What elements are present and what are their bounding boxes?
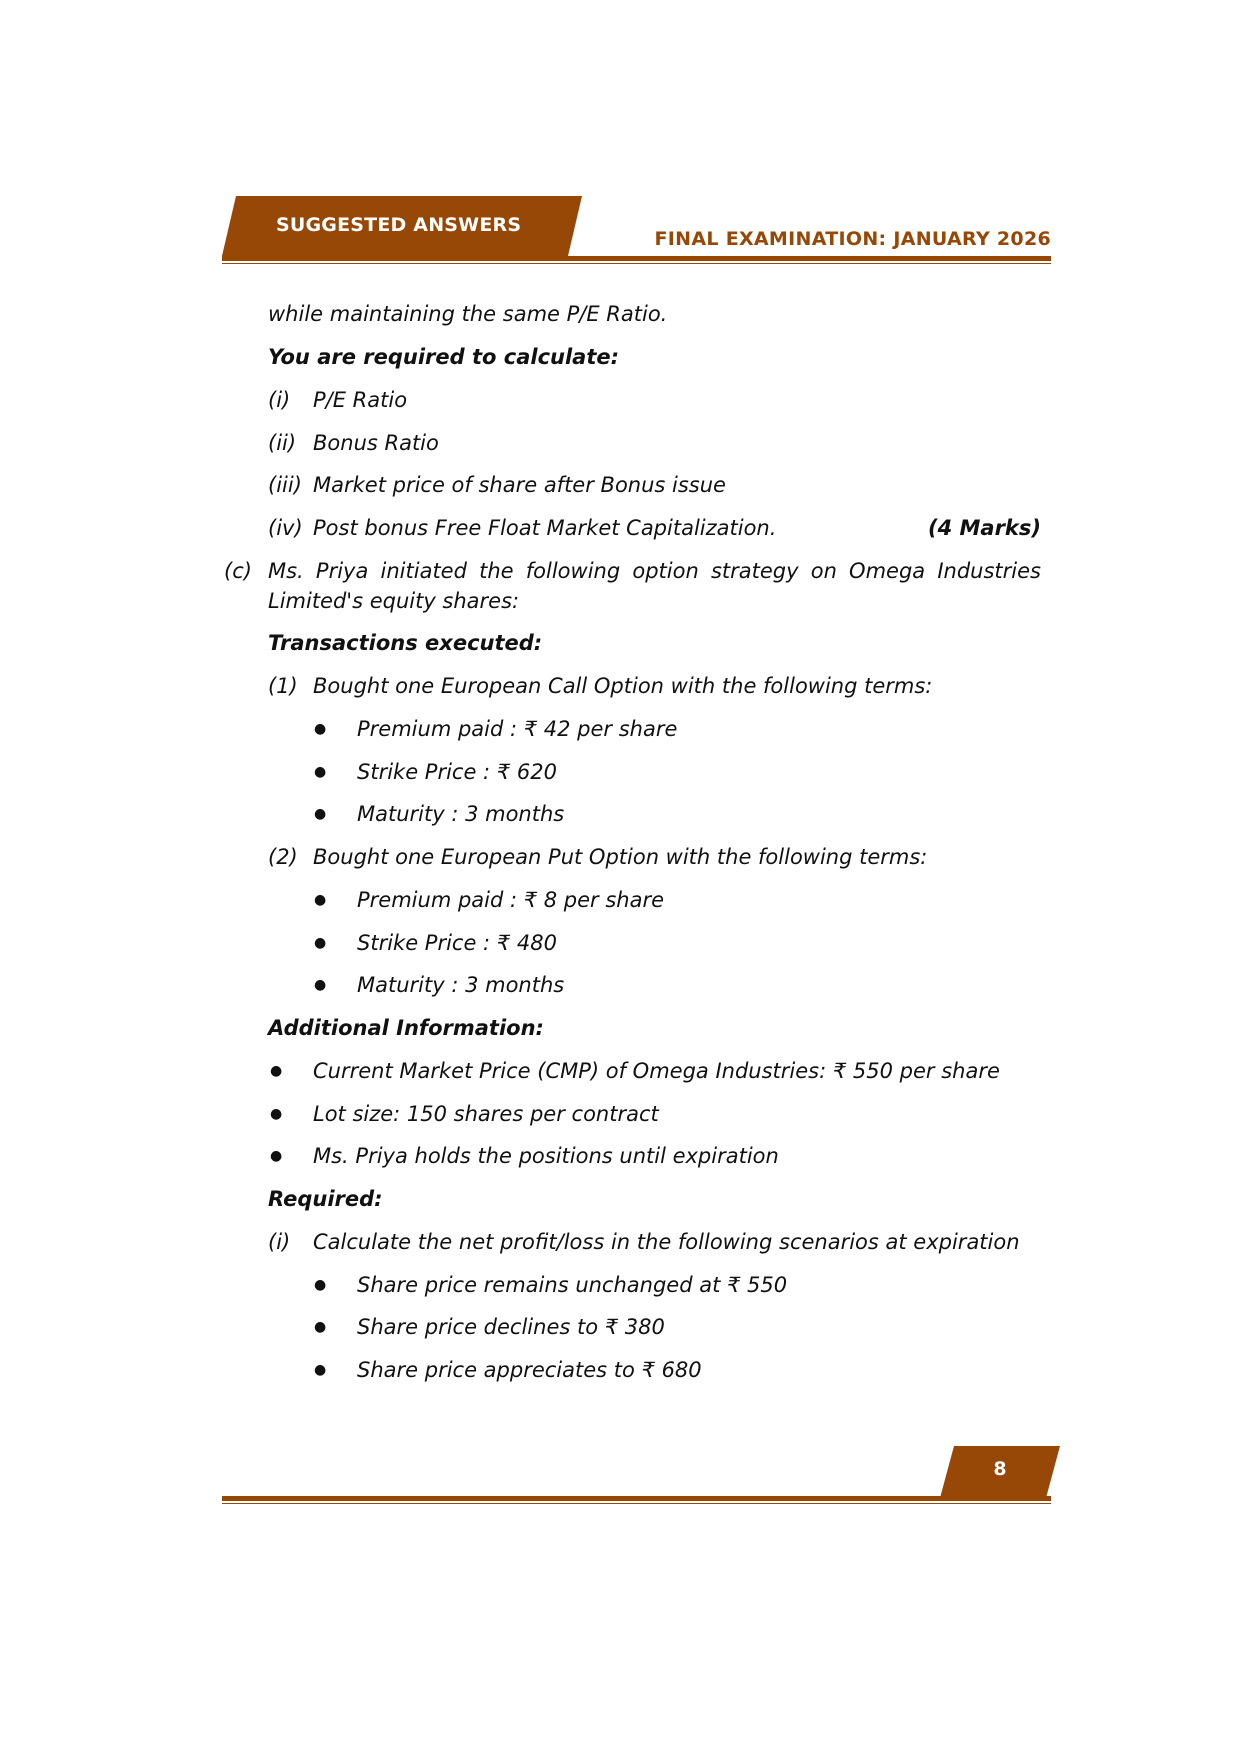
bullet-icon: ● [314,1319,327,1335]
bullet-icon: ● [314,721,327,737]
scenario-bullet: Share price declines to ₹ 380 [357,1315,665,1339]
txn1-bullet: Maturity : 3 months [357,802,565,826]
bullet-icon: ● [270,1148,283,1164]
txn2-label: (2) [268,845,298,869]
required-item-text: Market price of share after Bonus issue [313,473,726,497]
req-i-text: Calculate the net profit/loss in the following scenarios at expiration [313,1230,1020,1254]
txn2-bullet: Maturity : 3 months [357,973,565,997]
txn1-label: (1) [268,674,298,698]
bullet-icon: ● [270,1106,283,1122]
page-number: 8 [993,1458,1007,1480]
txn1-bullet: Strike Price : ₹ 620 [357,760,557,784]
additional-heading: Additional Information: [268,1016,544,1040]
required-item-label: (i) [268,388,291,412]
req-i-label: (i) [268,1230,291,1254]
required-item-label: (iii) [268,473,302,497]
part-c-line-2: Limited's equity shares: [268,589,520,613]
txn2-bullet: Premium paid : ₹ 8 per share [357,888,665,912]
part-c-line-1: Ms. Priya initiated the following option strategy on Omega Industries [268,559,1041,583]
bullet-icon: ● [314,935,327,951]
exam-title: FINAL EXAMINATION: JANUARY 2026 [654,228,1051,250]
bullet-icon: ● [314,1362,327,1378]
footer-rule [222,1496,1051,1501]
bullet-icon: ● [314,764,327,780]
txn1-bullet: Premium paid : ₹ 42 per share [357,717,678,741]
bullet-icon: ● [314,977,327,993]
required-heading: You are required to calculate: [268,345,620,369]
txn1-text: Bought one European Call Option with the following terms: [313,674,933,698]
required-item-text: Post bonus Free Float Market Capitalization. [313,516,777,540]
transactions-heading: Transactions executed: [268,631,543,655]
scenario-bullet: Share price remains unchanged at ₹ 550 [357,1273,788,1297]
required-item-label: (ii) [268,431,297,455]
required-item-label: (iv) [268,516,303,540]
bullet-icon: ● [314,892,327,908]
bullet-icon: ● [314,1277,327,1293]
txn2-bullet: Strike Price : ₹ 480 [357,931,557,955]
required-item-text: P/E Ratio [313,388,408,412]
bullet-icon: ● [314,806,327,822]
part-c-label: (c) [224,559,252,583]
required-item-text: Bonus Ratio [313,431,439,455]
header-rule [222,256,1051,261]
marks-label: (4 Marks) [927,516,1041,540]
txn2-text: Bought one European Put Option with the following terms: [313,845,928,869]
additional-bullet: Current Market Price (CMP) of Omega Industries: ₹ 550 per share [313,1059,1000,1083]
scenario-bullet: Share price appreciates to ₹ 680 [357,1358,702,1382]
bullet-icon: ● [270,1063,283,1079]
additional-bullet: Ms. Priya holds the positions until expiration [313,1144,779,1168]
additional-bullet: Lot size: 150 shares per contract [313,1102,659,1126]
header-tab-label: SUGGESTED ANSWERS [276,214,522,236]
header-rule-thin [222,263,1051,264]
intro-line: while maintaining the same P/E Ratio. [268,302,668,326]
required2-heading: Required: [268,1187,383,1211]
footer-rule-thin [222,1503,1051,1504]
